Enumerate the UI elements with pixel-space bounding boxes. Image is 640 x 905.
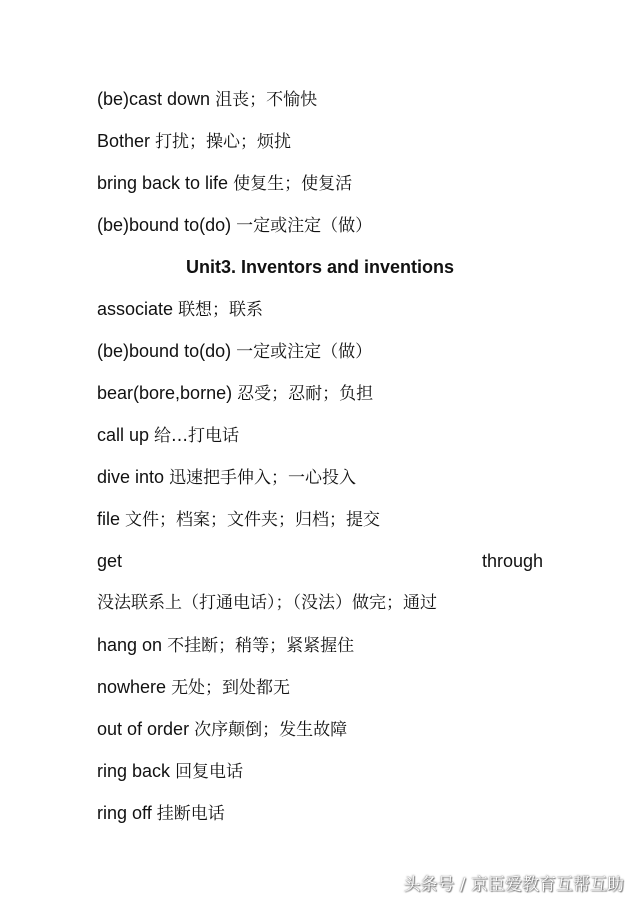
entry-chinese: 使复生；使复活	[233, 174, 353, 194]
entry-english: bring back to life	[97, 173, 229, 193]
entry-english: dive into	[97, 467, 165, 487]
vocab-entry	[97, 423, 239, 448]
vocab-entry	[97, 675, 290, 700]
vocab-entry	[97, 717, 347, 742]
vocab-entry	[97, 297, 263, 322]
entry-english: (be)bound to(do)	[97, 341, 232, 361]
entry-chinese: 不挂断；稍等；紧紧握住	[167, 636, 355, 656]
entry-chinese: 回复电话	[175, 762, 244, 782]
entry-english-word2: through	[481, 551, 543, 571]
entry-english: ring back	[97, 761, 171, 781]
entry-english: (be)cast down	[97, 89, 211, 109]
vocab-entry	[97, 339, 372, 364]
entry-english-word1: get	[97, 551, 123, 571]
entry-chinese: 无处；到处都无	[171, 678, 291, 698]
vocab-entry	[97, 213, 372, 238]
entry-chinese: 一定或注定（做）	[236, 216, 373, 236]
entry-chinese: 联想；联系	[178, 300, 264, 320]
vocab-entry	[97, 465, 356, 490]
entry-chinese: 次序颠倒；发生故障	[194, 720, 348, 740]
entry-chinese: 一定或注定（做）	[236, 342, 373, 362]
entry-chinese: 给…打电话	[154, 426, 240, 446]
entry-chinese: 打扰；操心；烦扰	[155, 132, 292, 152]
entry-english: file	[97, 509, 121, 529]
entry-english: hang on	[97, 635, 163, 655]
vocab-entry	[97, 129, 291, 154]
entry-english: nowhere	[97, 677, 167, 697]
vocab-entry	[97, 759, 243, 784]
vocab-entry-get-through	[97, 549, 543, 573]
watermark: 头条号 / 京臣爱教育互帮互助	[403, 875, 624, 895]
entry-english: Bother	[97, 131, 151, 151]
entry-chinese-get-through: 没法联系上（打通电话）；（没法）做完；通过	[97, 593, 437, 613]
entry-english: (be)bound to(do)	[97, 215, 232, 235]
entry-chinese: 挂断电话	[156, 804, 225, 824]
entry-english: out of order	[97, 719, 190, 739]
section-heading: Unit3. Inventors and inventions	[185, 257, 455, 277]
entry-chinese: 迅速把手伸入；一心投入	[169, 468, 357, 488]
vocab-entry	[97, 801, 225, 826]
vocab-entry	[97, 171, 352, 196]
entry-chinese: 沮丧；不愉快	[215, 90, 318, 110]
vocab-entry	[97, 87, 317, 112]
vocab-entry	[97, 633, 354, 658]
entry-english: bear(bore,borne)	[97, 383, 233, 403]
vocab-entry	[97, 507, 380, 532]
entry-chinese: 忍受；忍耐；负担	[237, 384, 374, 404]
entry-english: associate	[97, 299, 174, 319]
entry-english: ring off	[97, 803, 152, 823]
entry-chinese: 文件；档案；文件夹；归档；提交	[125, 510, 381, 530]
vocab-entry	[97, 381, 373, 406]
entry-english: call up	[97, 425, 150, 445]
